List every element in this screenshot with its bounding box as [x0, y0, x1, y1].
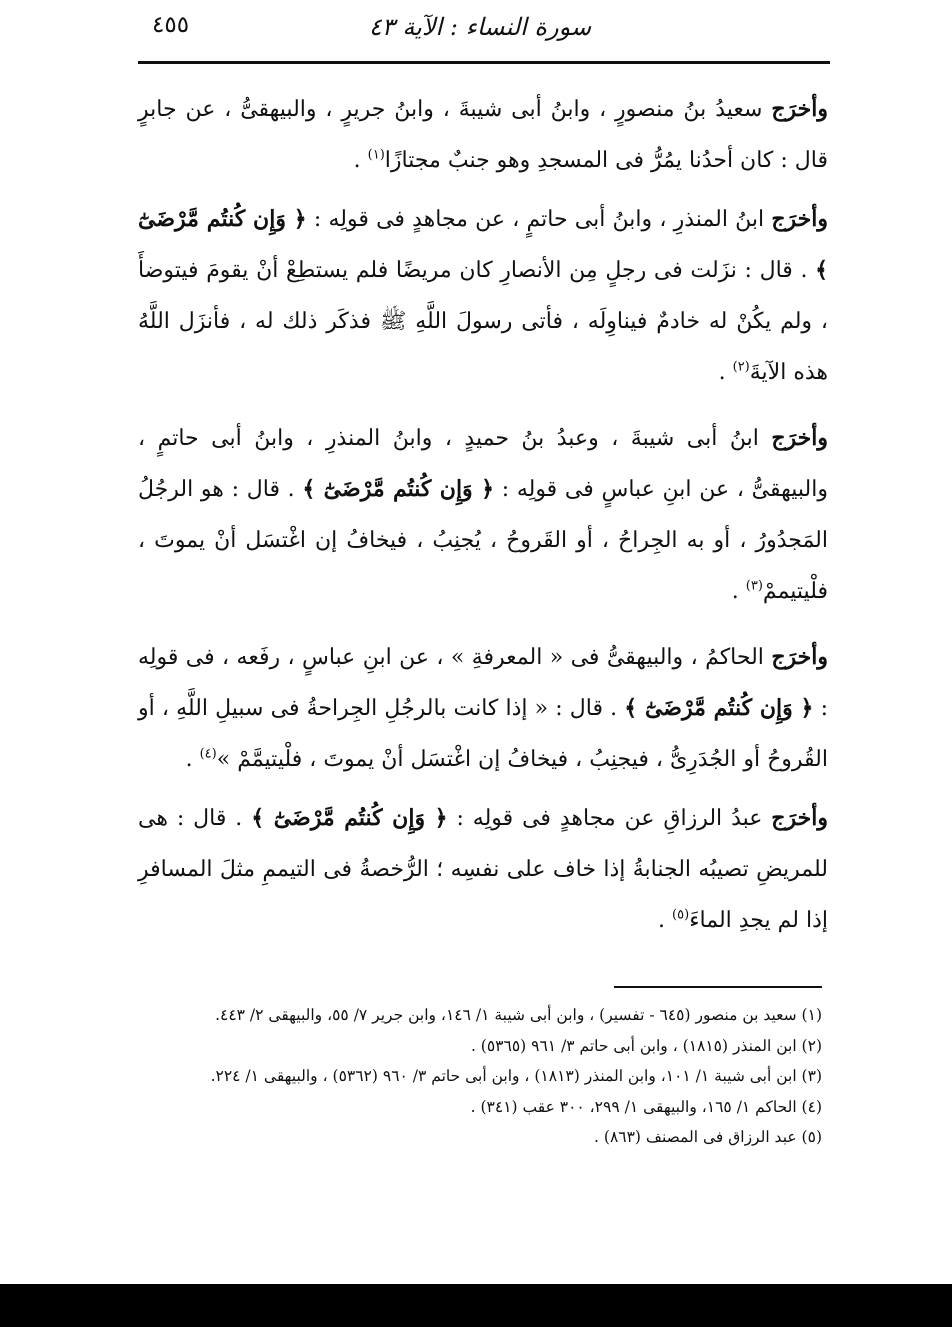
- paragraph-end: .: [718, 360, 733, 385]
- paragraph-text: . قال : هو الرجُلُ المَجدُورُ ، أو به الجِراحُ ، أو القَروحُ ، يُجنِبُ ، فيخافُ إن اغْتسَل أنْ يموتَ ، فلْيتيممْ: [138, 477, 828, 604]
- footnote-ref: (٢): [732, 359, 750, 375]
- paragraph-lead: وأخرَج: [771, 96, 828, 122]
- footnote-ref: (٥): [672, 907, 690, 923]
- paragraph-lead: وأخرَج: [771, 644, 828, 670]
- paragraph-end: .: [353, 148, 368, 173]
- paragraph-end: .: [658, 908, 673, 933]
- paragraph-lead: وأخرَج: [771, 425, 828, 451]
- quran-verse: ﴿ وَإِن كُنتُم مَّرْضَىٰٓ ﴾: [624, 695, 814, 721]
- footnote-ref: (١): [367, 147, 385, 163]
- paragraph-1: [138, 84, 828, 186]
- footnote-5: (٥) عبد الرزاق فى المصنف (٨٦٣) .: [594, 1128, 822, 1146]
- paragraph-text: عبدُ الرزاقِ عن مجاهدٍ فى قولِه :: [447, 806, 772, 831]
- paragraph-text: . قال : هى للمريضِ تصيبُه الجنابةُ إذا خاف على نفسِه ؛ الرُّخصةُ فى التيممِ مثلَ المسافرِ إذا لم يجدِ الماءَ: [138, 806, 828, 933]
- paragraph-2: [138, 194, 828, 398]
- main-text: [138, 84, 828, 961]
- paragraph-text: الحاكمُ ، والبيهقىُّ فى « المعرفةِ » ، عن ابنِ عباسٍ ، رفَعه ، فى قولِه :: [138, 645, 828, 721]
- paragraph-lead: وأخرَج: [771, 206, 829, 232]
- footnotes: [138, 1000, 822, 1153]
- paragraph-text: سعيدُ بنُ منصورٍ ، وابنُ أبى شيبةَ ، وابنُ جريرٍ ، والبيهقىُّ ، عن جابرٍ قال : كان أحدُنا يمُرُّ فى المسجدِ وهو جنبٌ مجتازًا: [138, 97, 828, 173]
- paragraph-text: ابنُ المنذرِ ، وابنُ أبى حاتمٍ ، عن مجاهدٍ فى قولِه :: [306, 207, 772, 232]
- footnote-3: (٣) ابن أبى شيبة ١/ ١٠١، وابن المنذر (١٨١٣) ، وابن أبى حاتم ٣/ ٩٦٠ (٥٣٦٢) ، والبيهقى ١/ ٢٢٤.: [210, 1067, 822, 1085]
- header-rule: [138, 61, 830, 64]
- paragraph-text: ابنُ أبى شيبةَ ، وعبدُ بنُ حميدٍ ، وابنُ المنذرِ ، وابنُ أبى حاتمٍ ، والبيهقىُّ ، عن ابنِ عباسٍ فى قولِه :: [138, 426, 828, 502]
- scan-edge-band: [0, 1284, 952, 1327]
- quran-verse: ﴿ وَإِن كُنتُم مَّرْضَىٰٓ ﴾: [251, 805, 448, 831]
- quran-verse: ﴿ وَإِن كُنتُم مَّرْضَىٰٓ ﴾: [138, 206, 828, 283]
- footnote-separator: [614, 986, 822, 988]
- paragraph-text: . قال : نزَلت فى رجلٍ مِن الأنصارِ كان مريضًا فلم يستطِعْ أنْ يقومَ فيتوضأَ ، ولم يكُنْ له خادمٌ فيناوِلَه ، فأتى رسولَ اللَّهِ ﷺ فذكَر ذلك له ، فأنزَل اللَّهُ هذه الآيةَ: [138, 258, 828, 385]
- paragraph-4: [138, 632, 828, 785]
- running-head: سورة النساء : الآية ٤٣: [368, 13, 592, 41]
- footnote-ref: (٤): [199, 746, 217, 762]
- footnote-2: (٢) ابن المنذر (١٨١٥) ، وابن أبى حاتم ٣/ ٩٦١ (٥٣٦٥) .: [470, 1036, 822, 1055]
- paragraph-5: [138, 793, 828, 946]
- paragraph-end: .: [731, 579, 746, 604]
- page-number: ٤٥٥: [152, 12, 190, 38]
- footnote-1: (١) سعيد بن منصور (٦٤٥ - تفسير) ، وابن أبى شيبة ١/ ١٤٦، وابن جرير ٧/ ٥٥، والبيهقى ٢/ ٤٤٣.: [215, 1006, 822, 1024]
- footnote-ref: (٣): [745, 578, 763, 594]
- quran-verse: ﴿ وَإِن كُنتُم مَّرْضَىٰٓ ﴾: [302, 476, 494, 502]
- paragraph-lead: وأخرَج: [771, 805, 828, 831]
- paragraph-end: .: [185, 747, 200, 772]
- paragraph-3: [138, 413, 828, 617]
- footnote-4: (٤) الحاكم ١/ ١٦٥، والبيهقى ١/ ٢٩٩، ٣٠٠ عقب (٣٤١) .: [470, 1097, 822, 1116]
- paragraph-text: . قال : « إذا كانت بالرجُلِ الجِراحةُ فى سبيلِ اللَّهِ ، أو القُروحُ أو الجُدَرِىُّ ، فيجنِبُ ، فيخافُ إن اغْتسَل أنْ يموتَ ، فلْيتيمَّمْ »: [138, 696, 828, 772]
